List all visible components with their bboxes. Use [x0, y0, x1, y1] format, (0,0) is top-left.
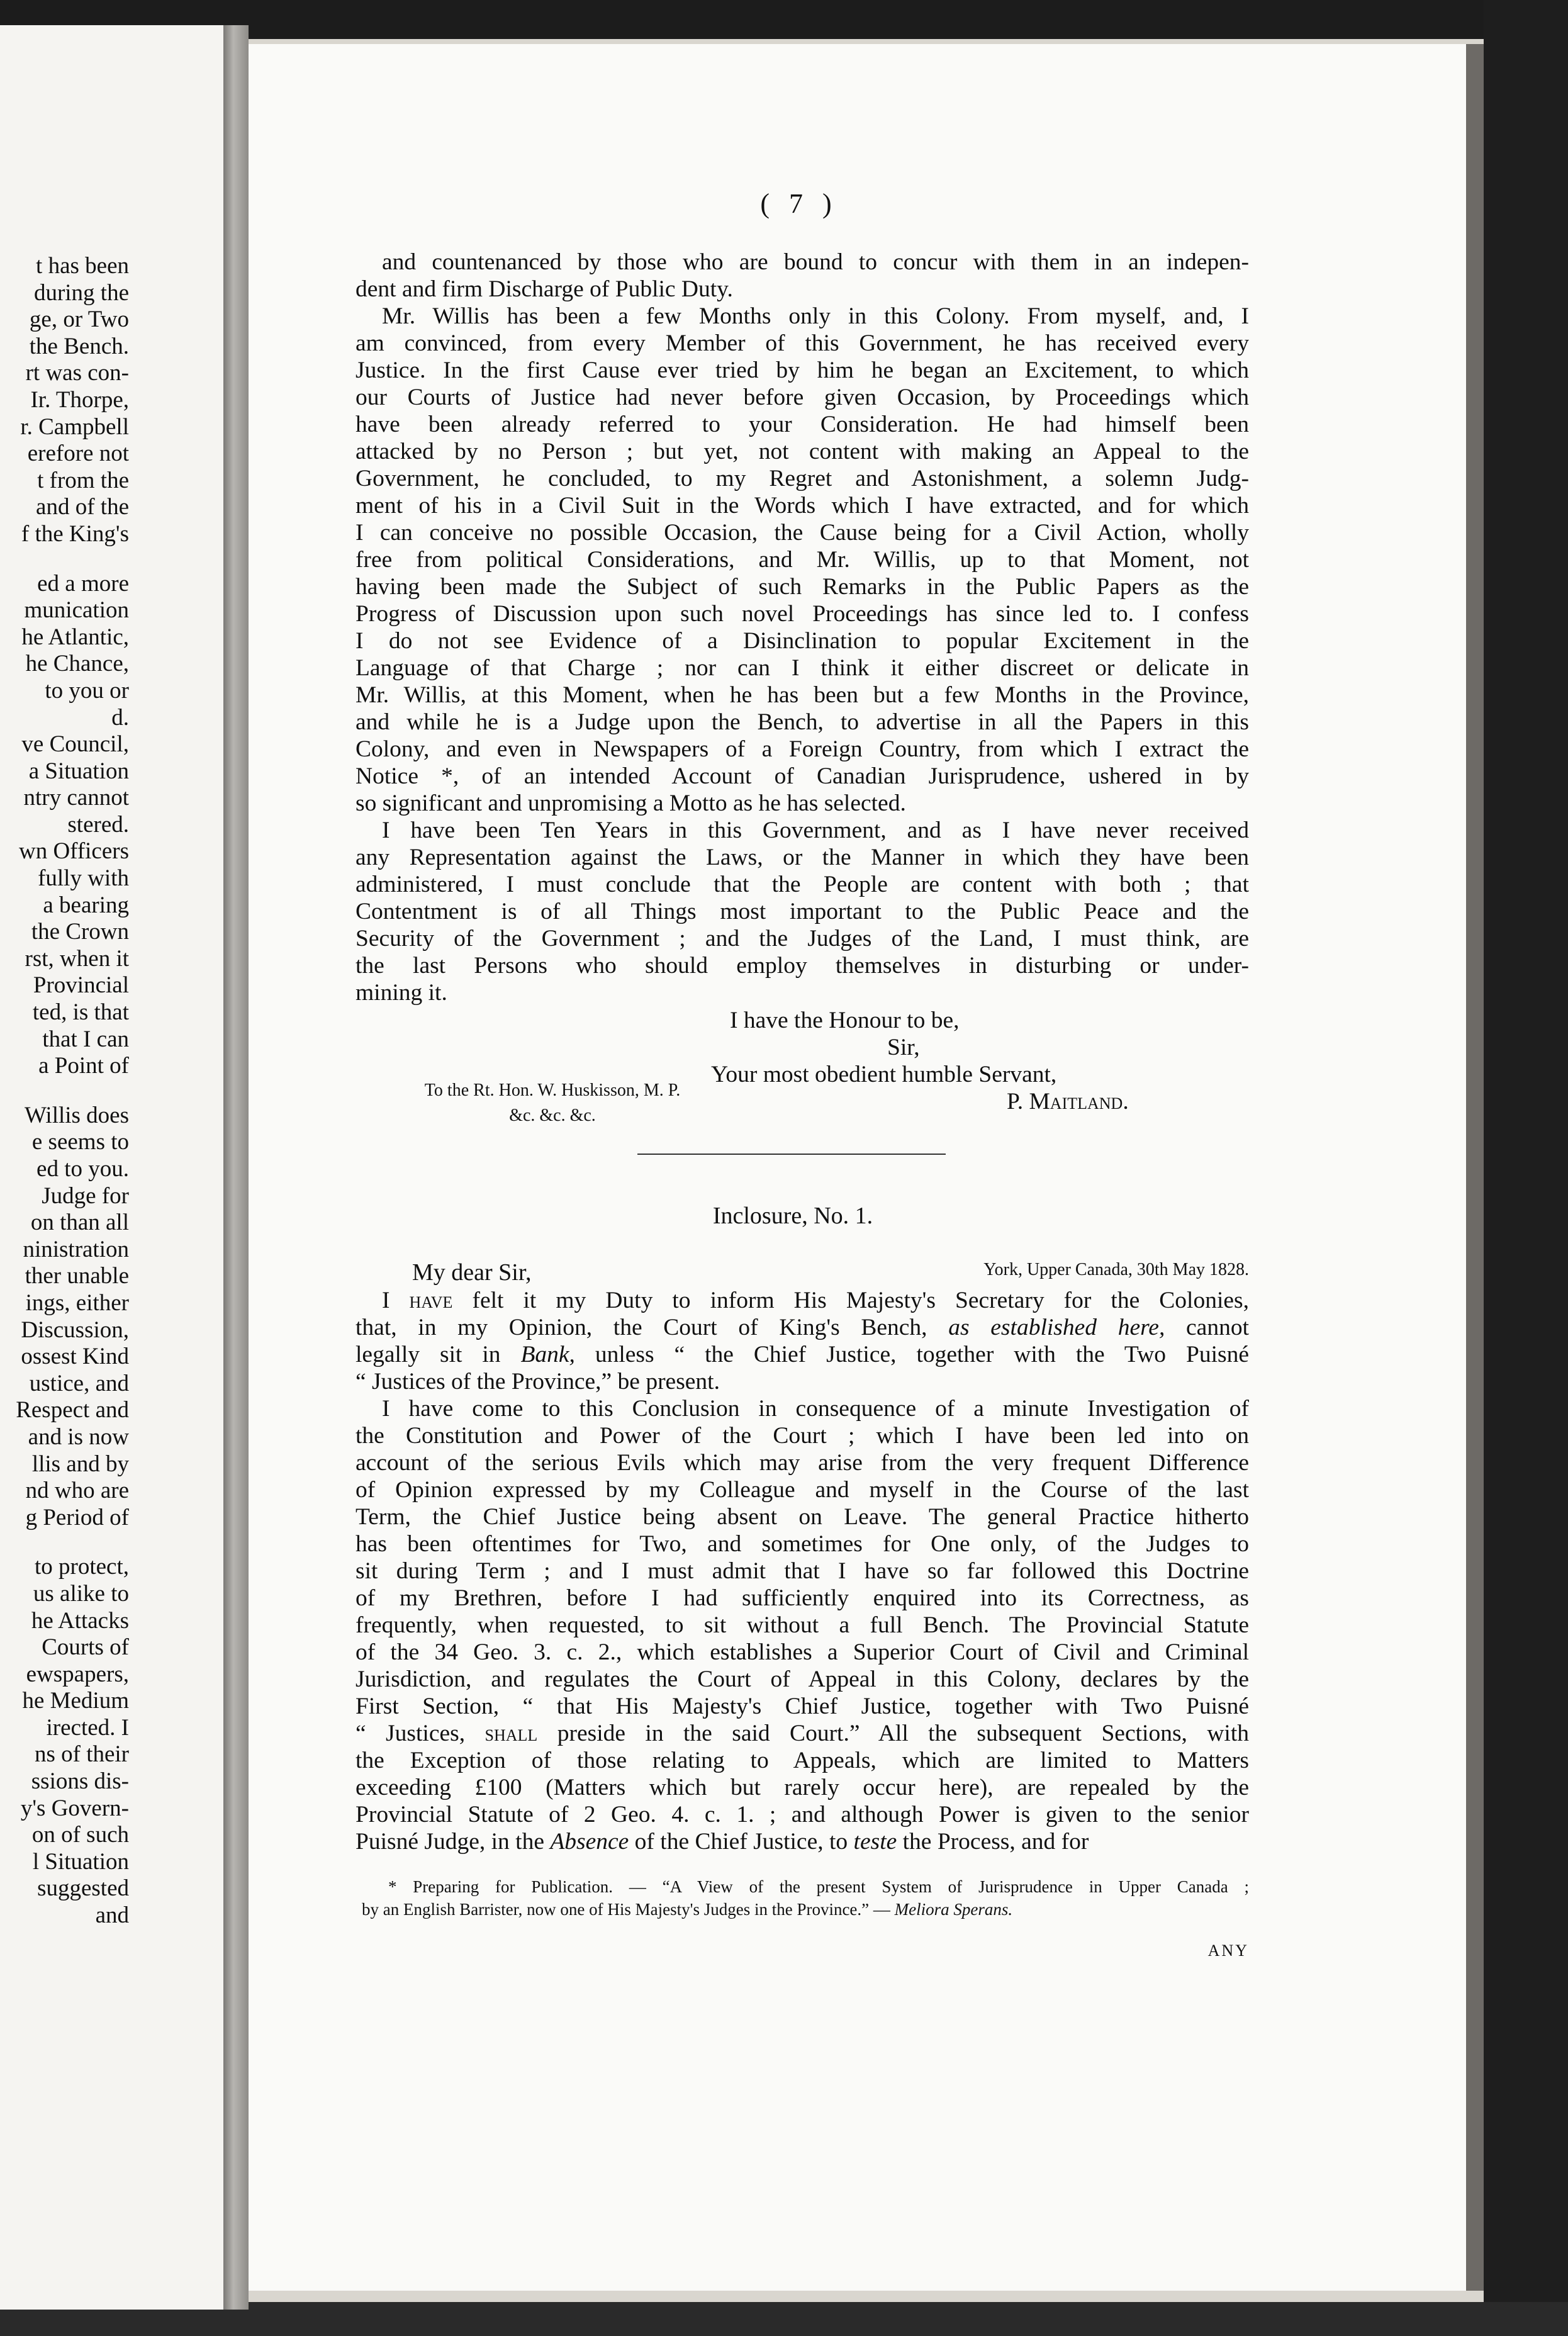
catchword: ANY	[1207, 1941, 1249, 1960]
enclosure-title: Inclosure, No. 1.	[712, 1203, 873, 1229]
facing-page-line: he Attacks	[31, 1607, 129, 1634]
page-edge-shadow	[1466, 44, 1484, 2291]
facing-page-line: ossest Kind	[21, 1344, 129, 1370]
enclosure-paragraph-2	[356, 1395, 1249, 1855]
facing-page-line: he Atlantic,	[21, 624, 129, 650]
enclosure-para1-segment: cannot	[1165, 1315, 1249, 1340]
enclosure-para1-line	[356, 1287, 1249, 1314]
enclosure-para2-segment: of the Chief Justice, to	[629, 1829, 854, 1855]
footnote-segment: by an English Barrister, now one of His Majesty's Judges in the Province.” —	[362, 1900, 895, 1919]
facing-page-line	[0, 1080, 129, 1103]
facing-page-line: on of such	[31, 1822, 129, 1848]
facing-page-line: Willis does	[24, 1102, 129, 1128]
letter-para2-line: I do not see Evidence of a Disinclination to popular Excitement in the	[356, 628, 1249, 654]
facing-page-line: erefore not	[27, 441, 129, 467]
enclosure-para1-line	[356, 1314, 1249, 1341]
enclosure-para1-segment: I	[382, 1288, 410, 1313]
facing-page-line: ustice, and	[29, 1370, 129, 1396]
enclosure-para1-segment: that, in my Opinion, the Court of King's Bench,	[356, 1315, 949, 1340]
facing-page-line: and is now	[28, 1424, 129, 1450]
enclosure-para2-line	[356, 1395, 1249, 1422]
dateline: York, Upper Canada, 30th May 1828.	[983, 1260, 1249, 1279]
addressee	[376, 1078, 729, 1128]
facing-page-line: he Chance,	[25, 651, 129, 677]
enclosure-para2-segment: First Section, “ that His Majesty's Chief Justice, together with Two Puisné	[356, 1693, 1249, 1719]
enclosure-para1-segment: legally sit in	[356, 1342, 521, 1367]
enclosure-para1-segment: “ Justices of the Province,” be present.	[356, 1369, 720, 1395]
facing-page-line: and of the	[36, 494, 129, 520]
facing-page-line: ge, or Two	[29, 306, 129, 333]
facing-page-line: the Bench.	[29, 333, 129, 359]
letter-para2-line: have been already referred to your Consideration. He had himself been	[356, 412, 1249, 437]
facing-page-line: y's Govern-	[20, 1795, 129, 1821]
enclosure-para2-segment: Provincial Statute of 2 Geo. 4. c. 1. ; and although Power is given to the senior	[356, 1802, 1249, 1828]
facing-page-line: f the King's	[21, 520, 129, 547]
enclosure-para1-segment: have	[409, 1288, 453, 1313]
footnote-line	[362, 1875, 1249, 1898]
letter-para2-line: Colony, and even in Newspapers of a Foreign Country, from which I extract the	[356, 736, 1249, 762]
letter-para2-line: Justice. In the first Cause ever tried by him he began an Excitement, to which	[356, 357, 1249, 383]
enclosure-para2-line	[356, 1666, 1249, 1693]
footnote-line	[362, 1898, 1249, 1921]
facing-page-line: ther unable	[25, 1263, 129, 1289]
enclosure-para1-line	[356, 1341, 1249, 1368]
enclosure-para1-segment: as established here,	[948, 1315, 1165, 1340]
facing-page-line: munication	[24, 597, 129, 624]
enclosure-para2-segment: has been oftentimes for Two, and sometimes for One only, of the Judges to	[356, 1531, 1249, 1557]
facing-page-line: l Situation	[32, 1848, 129, 1875]
facing-page-line: to you or	[45, 677, 129, 704]
letter-para2-line: ment of his in a Civil Suit in the Words which I have extracted, and for which	[356, 493, 1249, 519]
enclosure-para2-line	[356, 1449, 1249, 1476]
facing-page-line: g Period of	[25, 1504, 129, 1530]
footnote-segment: Meliora Sperans.	[894, 1900, 1013, 1919]
enclosure-para2-line	[356, 1558, 1249, 1585]
letter-paragraph-3	[356, 817, 1249, 1006]
facing-page-line: to protect,	[34, 1554, 129, 1580]
letter-para3-line: I have been Ten Years in this Government, and as I have never received	[382, 817, 1249, 843]
enclosure-para2-line	[356, 1774, 1249, 1801]
facing-page-line	[0, 548, 129, 571]
letter-para2-line: Mr. Willis has been a few Months only in this Colony. From myself, and, I	[382, 303, 1249, 329]
enclosure-para2-line	[356, 1530, 1249, 1558]
facing-page-line: a bearing	[43, 892, 129, 918]
enclosure-para1-segment: Bank,	[520, 1342, 575, 1367]
facing-page-line: ns of their	[34, 1741, 129, 1768]
facing-page-line: ewspapers,	[26, 1661, 129, 1687]
enclosure-para2-segment: preside in the said Court.” All the subsequent Sections, with	[537, 1721, 1249, 1746]
letter-paragraph-2	[356, 303, 1249, 817]
letter-para2-line: Notice *, of an intended Account of Canadian Jurisprudence, ushered in by	[356, 763, 1249, 789]
enclosure-para2-segment: sit during Term ; and I must admit that I have so far followed this Doctrine	[356, 1558, 1249, 1584]
facing-page-line: llis and by	[31, 1451, 129, 1477]
enclosure-para2-segment: teste	[853, 1829, 897, 1855]
closing-line-3: Your most obedient humble Servant,	[711, 1062, 1057, 1087]
facing-page-line: Respect and	[16, 1397, 129, 1424]
facing-page-line: suggested	[37, 1875, 129, 1902]
letter-para2-line: Mr. Willis, at this Moment, when he has been but a few Months in the Province,	[356, 682, 1249, 708]
facing-page-line: the Crown	[31, 919, 129, 945]
section-divider	[637, 1154, 946, 1155]
facing-page-line	[0, 1531, 129, 1554]
facing-page-line: Provincial	[33, 972, 129, 999]
enclosure-para2-segment: the Process, and for	[897, 1829, 1089, 1855]
letter-para3-line: mining it.	[356, 980, 447, 1006]
letter-para2-line: so significant and unpromising a Motto as he has selected.	[356, 790, 906, 816]
enclosure-para2-line	[356, 1476, 1249, 1503]
addressee-line-2: &c. &c. &c.	[509, 1106, 596, 1125]
facing-page-line: e seems to	[31, 1129, 129, 1155]
letter-para2-line: attacked by no Person ; but yet, not content with making an Appeal to the	[356, 439, 1249, 464]
enclosure-para2-segment: of Opinion expressed by my Colleague and myself in the Course of the last	[356, 1477, 1249, 1503]
letter-para3-line: Security of the Government ; and the Judges of the Land, I must think, are	[356, 926, 1249, 952]
facing-page-line: Courts of	[42, 1634, 129, 1661]
enclosure-para2-segment: shall	[484, 1721, 538, 1746]
letter-para2-line: Government, he concluded, to my Regret and Astonishment, a solemn Judg-	[356, 466, 1249, 491]
letter-paragraph-1	[356, 249, 1249, 303]
letter-para3-line: administered, I must conclude that the People are content with both ; that	[356, 872, 1249, 897]
salutation: My dear Sir,	[412, 1259, 532, 1286]
facing-page-line: Judge for	[42, 1182, 129, 1209]
enclosure-para2-line	[356, 1828, 1249, 1855]
facing-page-line: rst, when it	[25, 945, 129, 972]
enclosure-para2-segment: Absence	[550, 1829, 629, 1855]
enclosure-para2-segment: frequently, when requested, to sit without a full Bench. The Provincial Statute	[356, 1612, 1249, 1638]
facing-page-line: irected. I	[46, 1714, 129, 1741]
enclosure-para2-segment: of the 34 Geo. 3. c. 2., which establishes a Superior Court of Civil and Criminal	[356, 1639, 1249, 1665]
facing-page-line: us alike to	[33, 1580, 129, 1607]
enclosure-para2-segment: Puisné Judge, in the	[356, 1829, 551, 1855]
signature: P. Maitland.	[1007, 1089, 1129, 1115]
facing-page-line: fully with	[38, 865, 129, 892]
facing-page-line: and	[95, 1902, 129, 1929]
enclosure-para1-segment: unless “ the Chief Justice, together with the Two Puisné	[574, 1342, 1249, 1367]
enclosure-para2-line	[356, 1747, 1249, 1774]
book-gutter	[223, 25, 249, 2310]
letter-para2-line: I can conceive no possible Occasion, the Cause being for a Civil Action, wholly	[356, 520, 1249, 546]
facing-page-line: ssions dis-	[31, 1768, 129, 1795]
enclosure-para1-segment: felt it my Duty to inform His Majesty's Secretary for the Colonies,	[452, 1288, 1249, 1313]
letter-para1-line: and countenanced by those who are bound to concur with them in an indepen-	[382, 249, 1249, 275]
enclosure-para2-line	[356, 1585, 1249, 1612]
facing-page-line: ings, either	[25, 1289, 129, 1316]
facing-page-line: during the	[33, 279, 129, 306]
enclosure-paragraph-1	[356, 1287, 1249, 1395]
letter-para2-line: our Courts of Justice had never before given Occasion, by Proceedings which	[356, 385, 1249, 410]
facing-page-line: rt was con-	[25, 360, 129, 386]
facing-page-line: nd who are	[25, 1478, 129, 1504]
facing-page-line: he Medium	[22, 1688, 129, 1714]
facing-page-line: ed a more	[37, 570, 129, 597]
addressee-line-1: To the Rt. Hon. W. Huskisson, M. P.	[424, 1081, 681, 1100]
enclosure-para2-segment: “ Justices,	[356, 1721, 485, 1746]
enclosure-para2-segment: of my Brethren, before I had sufficiently enquired into its Correctness, as	[356, 1585, 1249, 1611]
enclosure-para2-segment: Term, the Chief Justice being absent on Leave. The general Practice hitherto	[356, 1504, 1249, 1530]
closing-line-2: Sir,	[887, 1035, 920, 1060]
facing-page-fragment	[0, 25, 223, 2310]
facing-page-line: on than all	[30, 1210, 129, 1236]
enclosure-para1-line	[356, 1368, 1249, 1395]
letter-para2-line: am convinced, from every Member of this Government, he has received every	[356, 330, 1249, 356]
footnote-segment: * Preparing for Publication. — “A View of the present System of Jurisprudence in Upper Canada ;	[388, 1877, 1249, 1896]
facing-page-line: a Point of	[38, 1053, 129, 1079]
facing-page-line: t from the	[37, 467, 129, 493]
facing-page-line: ninistration	[23, 1236, 129, 1262]
facing-page-line: ted, is that	[32, 999, 129, 1026]
facing-page-line: a Situation	[28, 758, 129, 784]
letter-para3-line: Contentment is of all Things most important to the Public Peace and the	[356, 899, 1249, 924]
facing-page-text	[0, 253, 129, 1929]
facing-page-line: ve Council,	[21, 731, 129, 758]
facing-page-line: r. Campbell	[20, 413, 129, 440]
letter-para2-line: Progress of Discussion upon such novel Proceedings has since led to. I confess	[356, 601, 1249, 627]
enclosure-para2-segment: the Exception of those relating to Appeals, which are limited to Matters	[356, 1748, 1249, 1773]
enclosure-para2-segment: Jurisdiction, and regulates the Court of Appeal in this Colony, declares by the	[356, 1666, 1249, 1692]
facing-page-line: Ir. Thorpe,	[30, 386, 129, 413]
facing-page-line: t has been	[36, 253, 129, 279]
enclosure-para2-segment: I have come to this Conclusion in consequence of a minute Investigation of	[382, 1396, 1249, 1422]
facing-page-line: stered.	[67, 811, 129, 838]
enclosure-para2-line	[356, 1801, 1249, 1828]
enclosure-para2-segment: the Constitution and Power of the Court ; which I have been led into on	[356, 1423, 1249, 1449]
facing-page-line: Discussion,	[21, 1317, 129, 1343]
letter-para3-line: any Representation against the Laws, or the Manner in which they have been	[356, 845, 1249, 870]
enclosure-para2-line	[356, 1693, 1249, 1720]
closing-line-1: I have the Honour to be,	[730, 1008, 960, 1033]
scan-border-right	[1484, 0, 1568, 2336]
enclosure-para2-line	[356, 1639, 1249, 1666]
letter-para2-line: having been made the Subject of such Remarks in the Public Papers as the	[356, 574, 1249, 600]
facing-page-line: that I can	[42, 1026, 129, 1052]
enclosure-para2-line	[356, 1503, 1249, 1530]
enclosure-para2-segment: account of the serious Evils which may arise from the very frequent Difference	[356, 1450, 1249, 1476]
enclosure-para2-line	[356, 1612, 1249, 1639]
facing-page-line: d.	[111, 704, 129, 731]
letter-para3-line: the last Persons who should employ themselves in disturbing or under-	[356, 953, 1249, 979]
facing-page-line: ntry cannot	[23, 785, 129, 811]
enclosure-para2-line	[356, 1422, 1249, 1449]
page-number: ( 7 )	[760, 188, 838, 219]
enclosure-para2-line	[356, 1720, 1249, 1747]
facing-page-line: ed to you.	[36, 1156, 129, 1182]
letter-para2-line: free from political Considerations, and Mr. Willis, up to that Moment, not	[356, 547, 1249, 573]
letter-para2-line: Language of that Charge ; nor can I think it either discreet or delicate in	[356, 655, 1249, 681]
letter-para2-line: and while he is a Judge upon the Bench, to advertise in all the Papers in this	[356, 709, 1249, 735]
enclosure-para2-segment: exceeding £100 (Matters which but rarely occur here), are repealed by the	[356, 1775, 1249, 1800]
letter-para1-line: dent and firm Discharge of Public Duty.	[356, 276, 733, 302]
footnote	[362, 1875, 1249, 1921]
facing-page-line: wn Officers	[18, 838, 129, 865]
